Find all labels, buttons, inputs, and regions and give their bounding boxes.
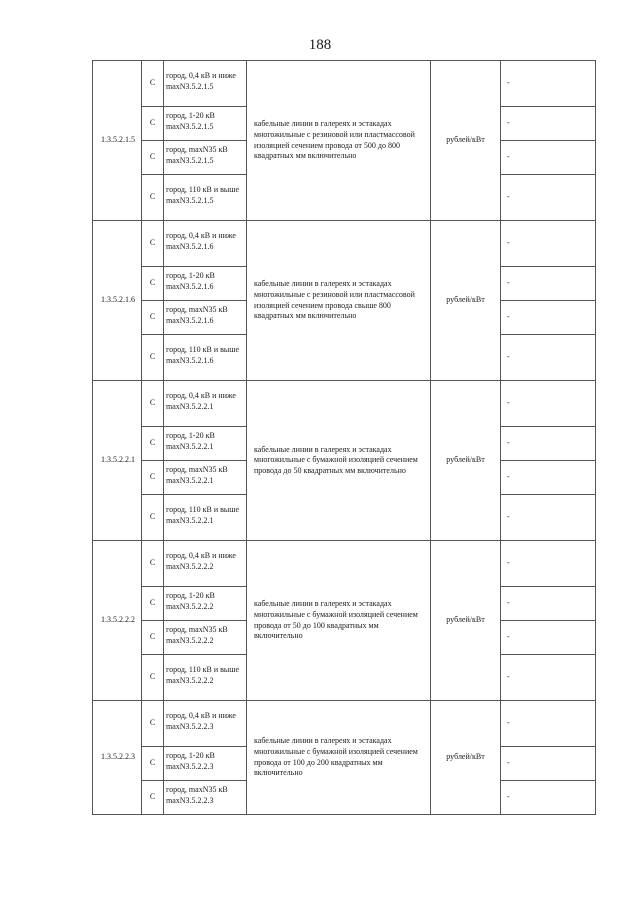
voltage-level — [164, 541, 247, 587]
category-letter: С — [142, 61, 164, 107]
voltage-level — [164, 461, 247, 495]
voltage-level — [164, 267, 247, 301]
voltage-level — [164, 747, 247, 781]
rate-value: - — [501, 61, 596, 107]
rate-value: - — [501, 655, 596, 701]
voltage-level — [164, 61, 247, 107]
rate-value: - — [501, 461, 596, 495]
rate-value: - — [501, 267, 596, 301]
voltage-level — [164, 655, 247, 701]
rate-value: - — [501, 221, 596, 267]
rate-value: - — [501, 427, 596, 461]
voltage-level-text: город, 1-20 кВ maxN3.5.2.1.5 — [166, 110, 215, 131]
rate-value: - — [501, 107, 596, 141]
category-letter: С — [142, 141, 164, 175]
rate-value: - — [501, 781, 596, 815]
line-description: кабельные линии в галереях и эстакадах многожильные с бумажной изоляцией сечением провода от 50 до 100 квадратных мм включительно — [247, 541, 431, 701]
category-letter: С — [142, 107, 164, 141]
voltage-level-text: город, 1-20 кВ maxN3.5.2.2.2 — [166, 590, 215, 611]
tariff-code: 1.3.5.2.1.5 — [93, 61, 142, 221]
voltage-level — [164, 335, 247, 381]
voltage-level-text: город, 1-20 кВ maxN3.5.2.1.6 — [166, 270, 215, 291]
category-letter: С — [142, 781, 164, 815]
rate-value: - — [501, 587, 596, 621]
voltage-level — [164, 781, 247, 815]
voltage-level-text: город, maxN35 кВ maxN3.5.2.1.5 — [166, 144, 228, 165]
voltage-level-text: город, 1-20 кВ maxN3.5.2.2.3 — [166, 750, 215, 771]
category-letter: С — [142, 701, 164, 747]
voltage-level — [164, 175, 247, 221]
tariff-table — [92, 60, 596, 815]
page-number: 188 — [308, 37, 332, 53]
unit: рублей/кВт — [431, 221, 501, 381]
unit: рублей/кВт — [431, 541, 501, 701]
rate-value: - — [501, 301, 596, 335]
voltage-level — [164, 621, 247, 655]
voltage-level-text: город, 0,4 кВ и ниже maxN3.5.2.2.3 — [166, 710, 236, 731]
tariff-code: 1.3.5.2.1.6 — [93, 221, 142, 381]
category-letter: С — [142, 267, 164, 301]
voltage-level — [164, 381, 247, 427]
unit: рублей/кВт — [431, 701, 501, 815]
tariff-table-body — [93, 61, 596, 815]
rate-value: - — [501, 541, 596, 587]
rate-value: - — [501, 175, 596, 221]
voltage-level-text: город, 110 кВ и выше maxN3.5.2.2.1 — [166, 504, 239, 525]
category-letter: С — [142, 461, 164, 495]
voltage-level-text: город, 0,4 кВ и ниже maxN3.5.2.2.1 — [166, 390, 236, 411]
tariff-code: 1.3.5.2.2.2 — [93, 541, 142, 701]
category-letter: С — [142, 335, 164, 381]
rate-value: - — [501, 701, 596, 747]
tariff-code: 1.3.5.2.2.3 — [93, 701, 142, 815]
table-row — [93, 541, 596, 587]
category-letter: С — [142, 221, 164, 267]
voltage-level — [164, 221, 247, 267]
category-letter: С — [142, 175, 164, 221]
category-letter: С — [142, 381, 164, 427]
rate-value: - — [501, 747, 596, 781]
tariff-code: 1.3.5.2.2.1 — [93, 381, 142, 541]
category-letter: С — [142, 621, 164, 655]
voltage-level-text: город, 0,4 кВ и ниже maxN3.5.2.1.5 — [166, 70, 236, 91]
category-letter: С — [142, 541, 164, 587]
rate-value: - — [501, 495, 596, 541]
voltage-level — [164, 107, 247, 141]
line-description: кабельные линии в галереях и эстакадах многожильные с бумажной изоляцией сечением провода до 50 квадратных мм включительно — [247, 381, 431, 541]
line-description: кабельные линии в галереях и эстакадах многожильные с резиновой или пластмассовой изоляцией сечением провода свыше 800 квадратных мм включительно — [247, 221, 431, 381]
line-description: кабельные линии в галереях и эстакадах многожильные с бумажной изоляцией сечением провода от 100 до 200 квадратных мм включительно — [247, 701, 431, 815]
voltage-level-text: город, maxN35 кВ maxN3.5.2.1.6 — [166, 304, 228, 325]
rate-value: - — [501, 381, 596, 427]
line-description: кабельные линии в галереях и эстакадах многожильные с резиновой или пластмассовой изоляцией сечением провода от 500 до 800 квадратных мм включительно — [247, 61, 431, 221]
category-letter: С — [142, 301, 164, 335]
category-letter: С — [142, 427, 164, 461]
voltage-level-text: город, 1-20 кВ maxN3.5.2.2.1 — [166, 430, 215, 451]
unit: рублей/кВт — [431, 61, 501, 221]
category-letter: С — [142, 655, 164, 701]
voltage-level — [164, 141, 247, 175]
voltage-level — [164, 495, 247, 541]
voltage-level-text: город, 0,4 кВ и ниже maxN3.5.2.1.6 — [166, 230, 236, 251]
rate-value: - — [501, 621, 596, 655]
table-row — [93, 61, 596, 107]
table-row — [93, 701, 596, 747]
voltage-level-text: город, maxN35 кВ maxN3.5.2.2.2 — [166, 624, 228, 645]
voltage-level-text: город, 0,4 кВ и ниже maxN3.5.2.2.2 — [166, 550, 236, 571]
voltage-level-text: город, maxN35 кВ maxN3.5.2.2.1 — [166, 464, 228, 485]
voltage-level — [164, 701, 247, 747]
voltage-level-text: город, 110 кВ и выше maxN3.5.2.2.2 — [166, 664, 239, 685]
category-letter: С — [142, 495, 164, 541]
rate-value: - — [501, 335, 596, 381]
voltage-level-text: город, maxN35 кВ maxN3.5.2.2.3 — [166, 784, 228, 805]
table-row — [93, 381, 596, 427]
voltage-level — [164, 587, 247, 621]
voltage-level-text: город, 110 кВ и выше maxN3.5.2.1.5 — [166, 184, 239, 205]
unit: рублей/кВт — [431, 381, 501, 541]
voltage-level-text: город, 110 кВ и выше maxN3.5.2.1.6 — [166, 344, 239, 365]
category-letter: С — [142, 747, 164, 781]
voltage-level — [164, 427, 247, 461]
category-letter: С — [142, 587, 164, 621]
voltage-level — [164, 301, 247, 335]
rate-value: - — [501, 141, 596, 175]
table-row — [93, 221, 596, 267]
